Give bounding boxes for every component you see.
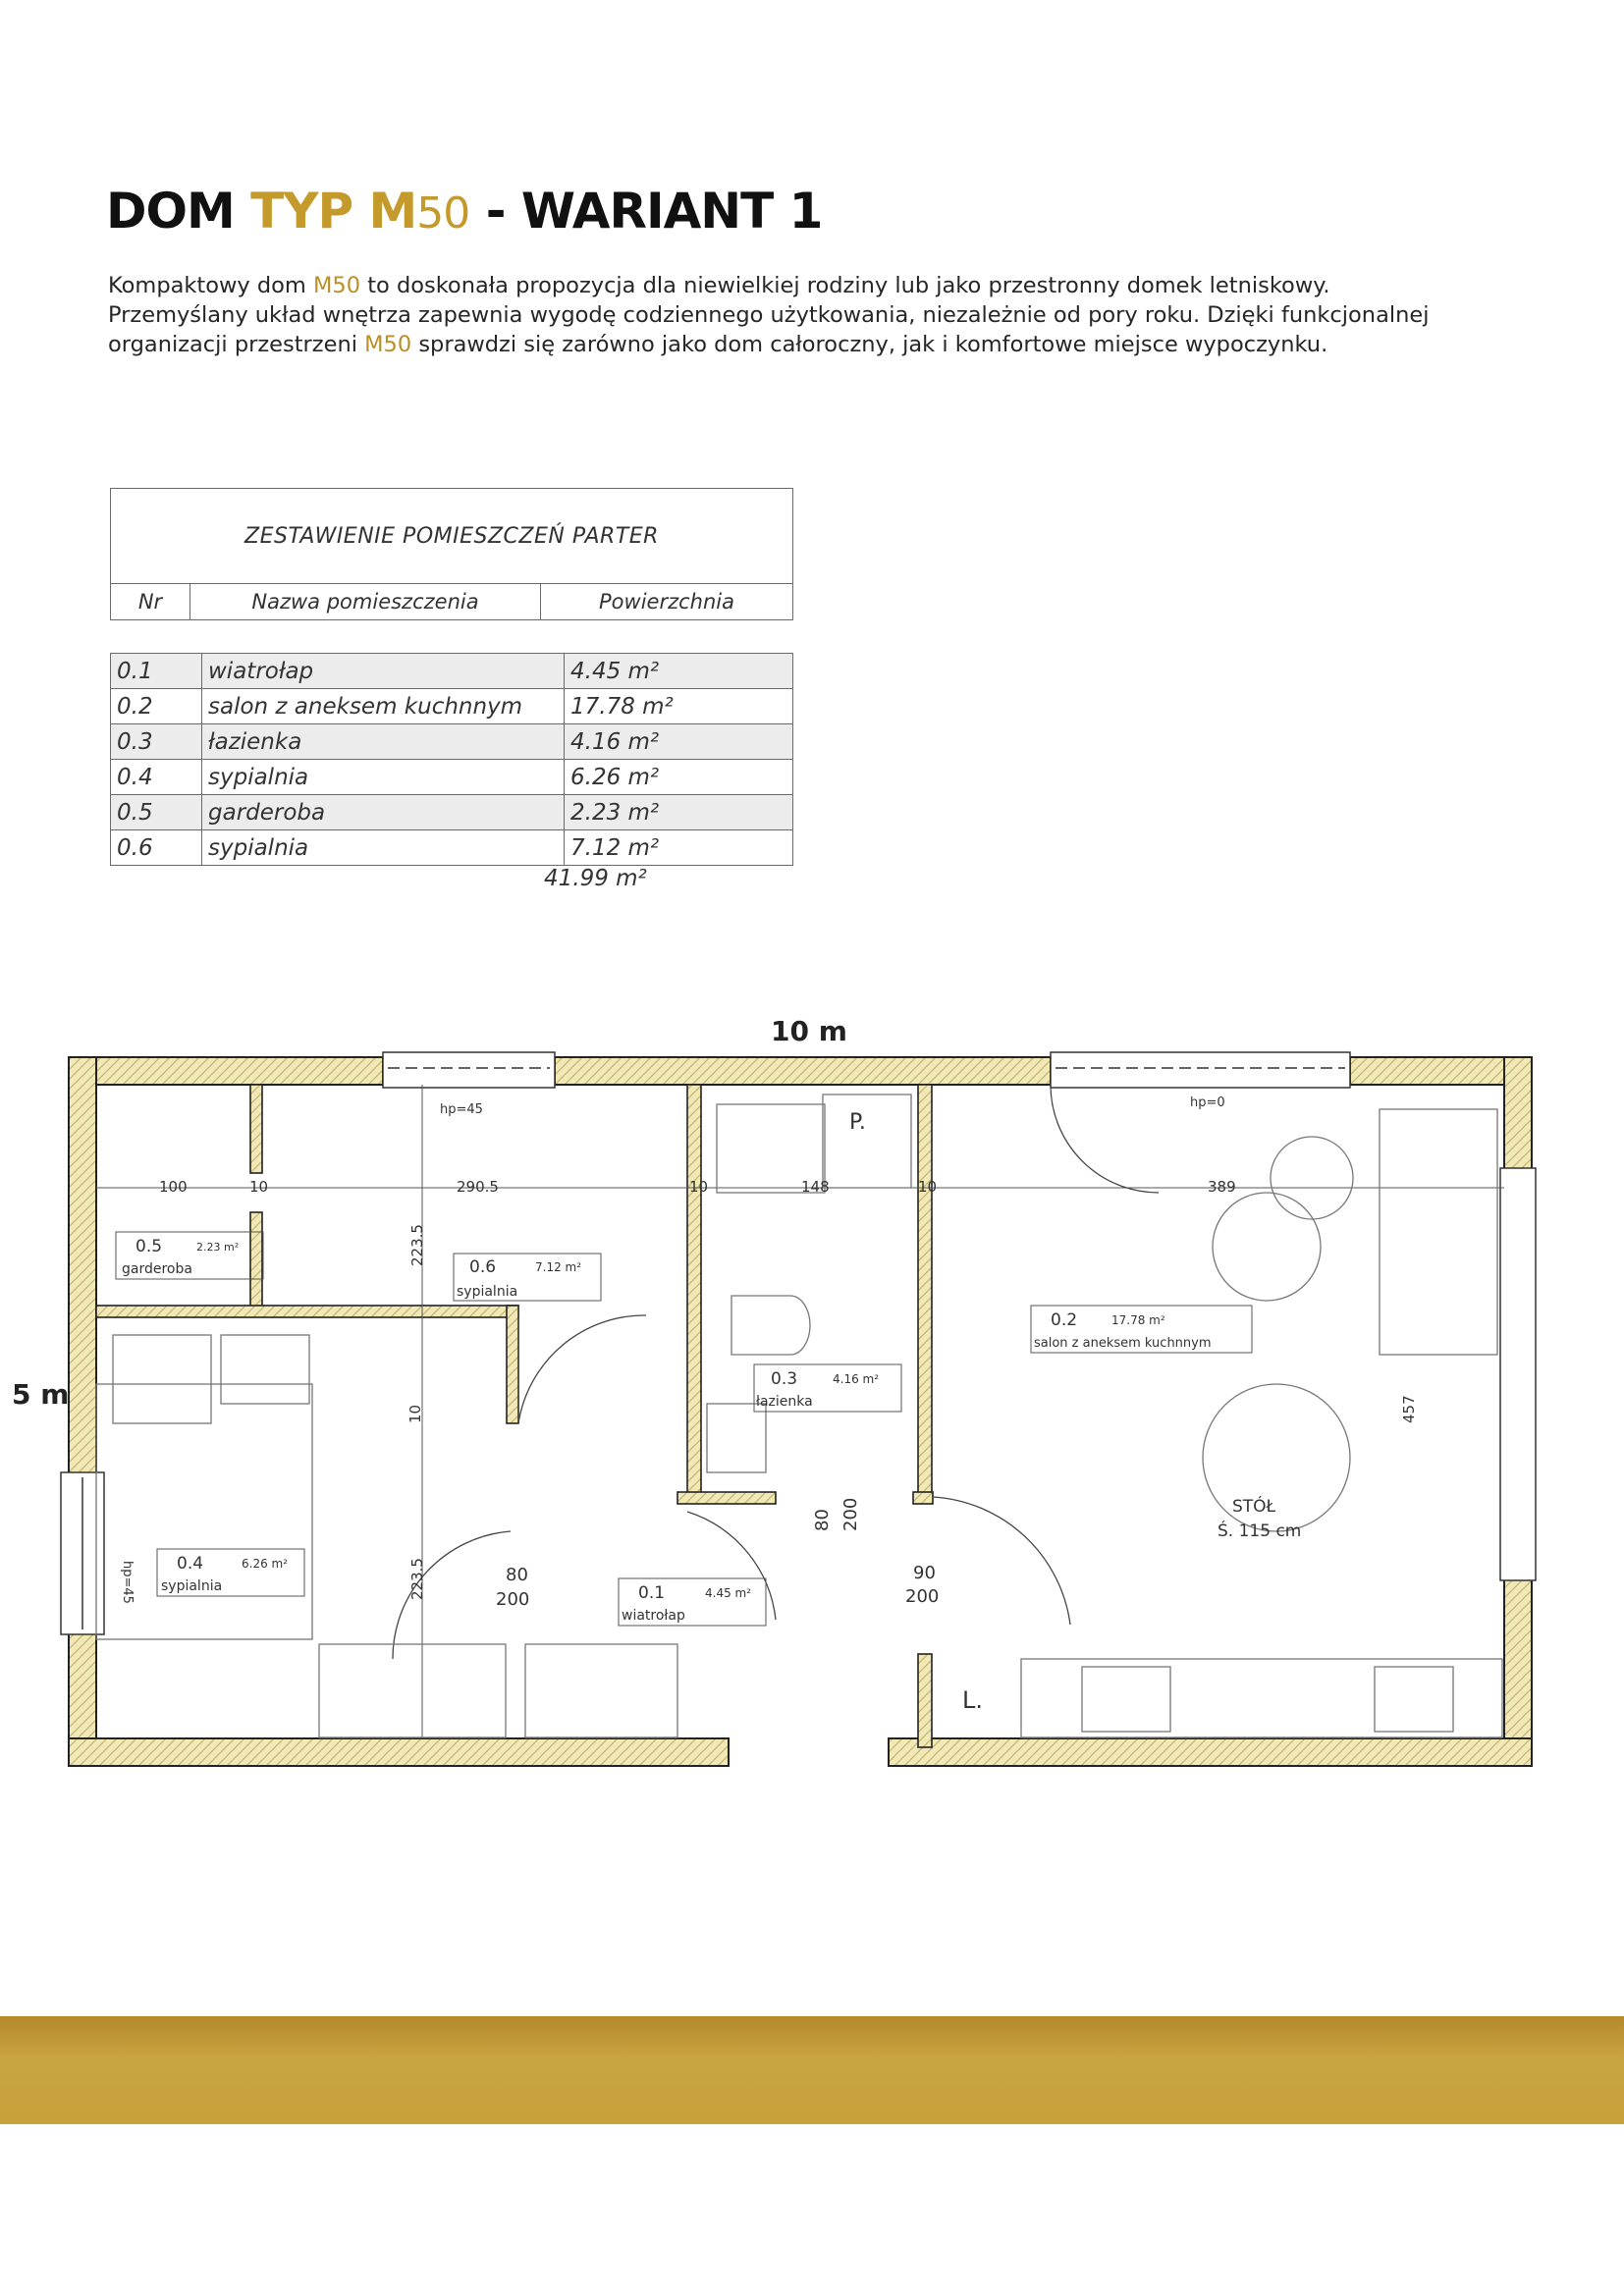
room-row — [111, 760, 793, 795]
label-r02-nr: 0.2 — [1051, 1310, 1078, 1330]
furniture — [96, 1095, 1502, 1737]
room-cell-nr: 0.5 — [111, 795, 202, 830]
room-labels — [116, 1110, 1301, 1714]
dim-389: 389 — [1208, 1178, 1236, 1196]
room-row — [111, 795, 793, 830]
room-cell-name: garderoba — [202, 795, 565, 830]
floor-plan — [0, 1011, 1624, 1875]
room-cell-nr: 0.6 — [111, 830, 202, 866]
l-marker: L. — [962, 1686, 983, 1714]
room-cell-nr: 0.3 — [111, 724, 202, 760]
dining-table-label: STÓŁ — [1232, 1497, 1276, 1517]
overall-width-label: 10 m — [771, 1015, 847, 1047]
label-r03-area: 4.16 m² — [833, 1372, 880, 1386]
label-r05-name: garderoba — [122, 1261, 192, 1277]
column-header-name: Nazwa pomieszczenia — [190, 584, 541, 620]
dim-223b: 223.5 — [408, 1558, 426, 1600]
room-table-body — [110, 653, 793, 866]
room-total-area: 41.99 m² — [544, 866, 647, 891]
hp-0-label: hp=0 — [1190, 1095, 1225, 1110]
room-cell-area: 4.16 m² — [565, 724, 793, 760]
label-r03-nr: 0.3 — [771, 1369, 798, 1389]
footer-gold-band — [0, 2016, 1624, 2124]
label-r06-nr: 0.6 — [469, 1257, 497, 1277]
dim-10b: 10 — [689, 1178, 709, 1196]
description-line-2: Przemyślany układ wnętrza zapewnia wygodę codziennego użytkowania, niezależnie od pory roku. Dzięki funkcjonalnej — [108, 302, 1430, 328]
title-dom: DOM — [106, 183, 251, 240]
door-3-width: 90 — [913, 1563, 936, 1583]
dim-10v: 10 — [406, 1404, 424, 1423]
label-r05-nr: 0.5 — [135, 1237, 163, 1256]
label-r02-name: salon z aneksem kuchnnym — [1034, 1336, 1212, 1351]
dim-10a: 10 — [249, 1178, 269, 1196]
room-row — [111, 724, 793, 760]
room-cell-name: sypialnia — [202, 830, 565, 866]
room-cell-area: 6.26 m² — [565, 760, 793, 795]
label-r04-name: sypialnia — [161, 1578, 223, 1594]
room-cell-area: 4.45 m² — [565, 654, 793, 689]
room-cell-nr: 0.2 — [111, 689, 202, 724]
door-1-width: 80 — [506, 1565, 528, 1585]
dining-table-size: Ś. 115 cm — [1218, 1522, 1302, 1541]
hp-45-label-2: hp=45 — [120, 1561, 135, 1604]
label-r01-name: wiatrołap — [622, 1608, 685, 1624]
room-cell-nr: 0.1 — [111, 654, 202, 689]
label-r04-nr: 0.4 — [177, 1554, 204, 1574]
room-table-caption: ZESTAWIENIE POMIESZCZEŃ PARTER — [111, 489, 793, 584]
label-r01-nr: 0.1 — [638, 1583, 666, 1603]
door-2-width: 80 — [812, 1509, 833, 1531]
room-table-header — [110, 488, 793, 620]
windows — [61, 1052, 1536, 1634]
dim-223a: 223.5 — [408, 1224, 426, 1266]
room-cell-area: 7.12 m² — [565, 830, 793, 866]
column-header-nr: Nr — [111, 584, 190, 620]
column-header-area: Powierzchnia — [541, 584, 793, 620]
label-r02-area: 17.78 m² — [1111, 1313, 1165, 1327]
page-title — [106, 183, 822, 240]
title-model-number: 50 — [416, 188, 470, 239]
room-cell-area: 17.78 m² — [565, 689, 793, 724]
label-r05-area: 2.23 m² — [196, 1241, 240, 1254]
dim-457: 457 — [1400, 1395, 1418, 1423]
dim-10c: 10 — [918, 1178, 938, 1196]
description-line-3: organizacji przestrzeni M50 sprawdzi się zarówno jako dom całoroczny, jak i komfortowe miejsce wypoczynku. — [108, 332, 1328, 357]
door-1-height: 200 — [496, 1589, 530, 1610]
room-cell-name: wiatrołap — [202, 654, 565, 689]
dim-100: 100 — [159, 1178, 188, 1196]
door-2-height: 200 — [840, 1497, 861, 1531]
label-r06-area: 7.12 m² — [535, 1260, 582, 1274]
label-r01-area: 4.45 m² — [705, 1586, 752, 1600]
title-variant: - WARIANT 1 — [469, 183, 823, 240]
overall-depth-label: 5 m — [12, 1378, 70, 1411]
room-row — [111, 830, 793, 866]
dim-148: 148 — [801, 1178, 830, 1196]
room-cell-name: salon z aneksem kuchnnym — [202, 689, 565, 724]
room-cell-area: 2.23 m² — [565, 795, 793, 830]
description-line-1: Kompaktowy dom M50 to doskonała propozycja dla niewielkiej rodziny lub jako przestronny domek letniskowy. — [108, 273, 1330, 298]
label-r03-name: łazienka — [756, 1394, 813, 1410]
door-3-height: 200 — [905, 1586, 940, 1607]
room-cell-nr: 0.4 — [111, 760, 202, 795]
room-row — [111, 689, 793, 724]
hp-45-label-1: hp=45 — [440, 1102, 483, 1117]
label-r04-area: 6.26 m² — [242, 1557, 289, 1571]
room-cell-name: łazienka — [202, 724, 565, 760]
title-typ: TYP M — [250, 183, 417, 240]
room-row — [111, 654, 793, 689]
dim-290: 290.5 — [457, 1178, 499, 1196]
p-marker: P. — [849, 1110, 866, 1135]
room-cell-name: sypialnia — [202, 760, 565, 795]
description — [108, 271, 1502, 359]
label-r06-name: sypialnia — [457, 1284, 518, 1300]
